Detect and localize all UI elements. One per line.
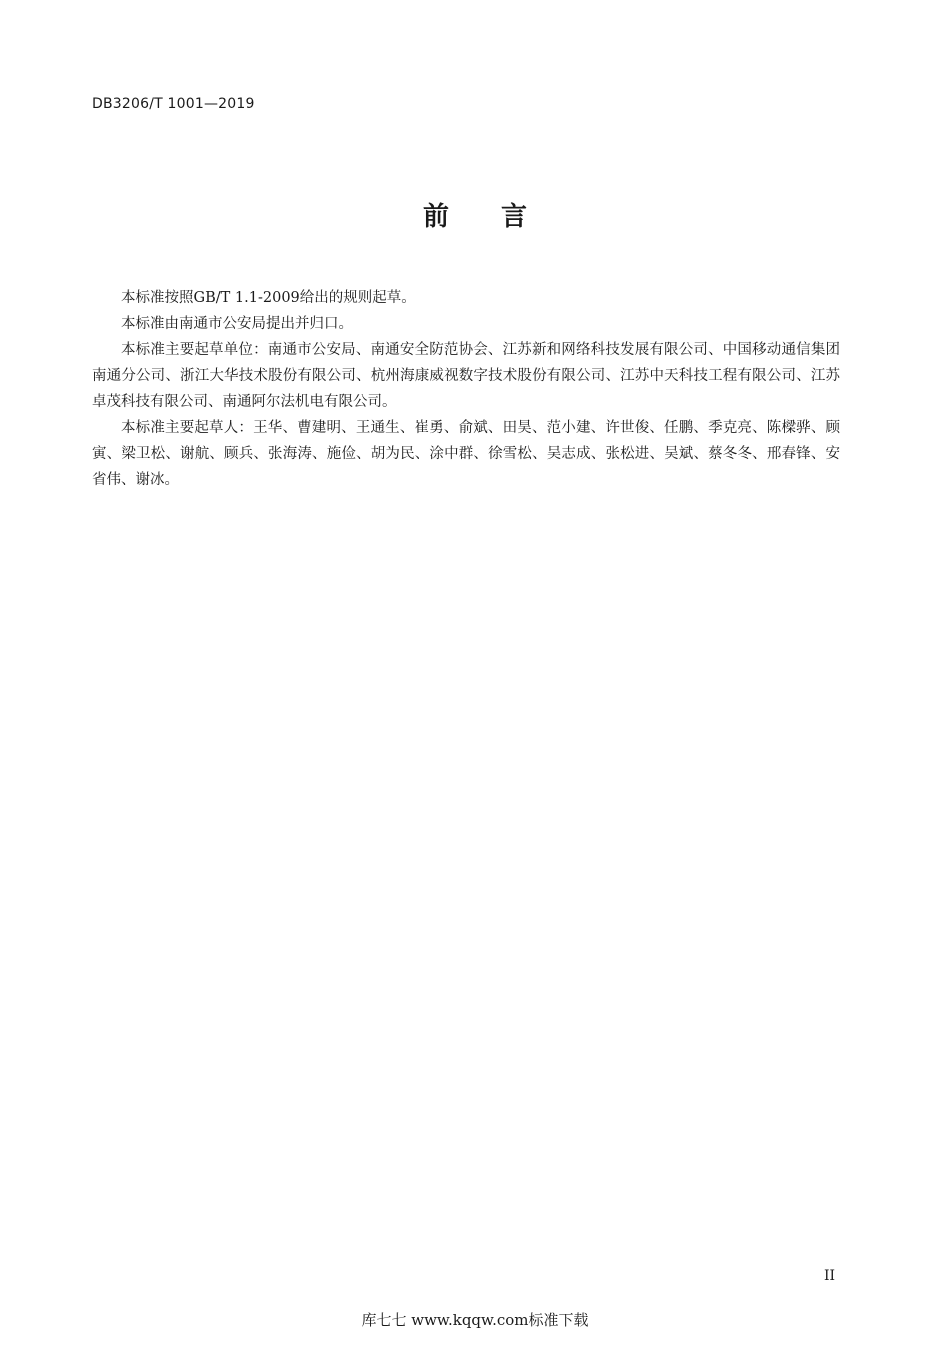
section-title: 前言 bbox=[422, 202, 579, 232]
paragraph-drafting-rules: 本标准按照GB/T 1.1-2009给出的规则起草。 bbox=[121, 290, 416, 306]
footer-watermark: 库七七 www.kqqw.com标准下载 bbox=[361, 1311, 589, 1329]
page-number: II bbox=[823, 1268, 835, 1284]
document-code: DB3206/T 1001—2019 bbox=[92, 96, 255, 112]
paragraph-drafting-units: 本标准主要起草单位：南通市公安局、南通安全防范协会、江苏新和网络科技发展有限公司、中国移动通信集团南通分公司、浙江大华技术股份有限公司、杭州海康威视数字技术股份有限公司、江苏中天科技工程有限公司、江苏卓茂科技有限公司、南通阿尔法机电有限公司。 bbox=[92, 342, 840, 410]
foreword-body bbox=[92, 285, 840, 493]
paragraph-proposer: 本标准由南通市公安局提出并归口。 bbox=[121, 316, 353, 332]
paragraph-drafters: 本标准主要起草人：王华、曹建明、王通生、崔勇、俞斌、田昊、范小建、许世俊、任鹏、季克亮、陈樑骅、顾寅、梁卫松、谢航、顾兵、张海涛、施俭、胡为民、涂中群、徐雪松、吴志成、张松进、吴斌、蔡冬冬、邢春锋、安省伟、谢冰。 bbox=[92, 420, 840, 488]
